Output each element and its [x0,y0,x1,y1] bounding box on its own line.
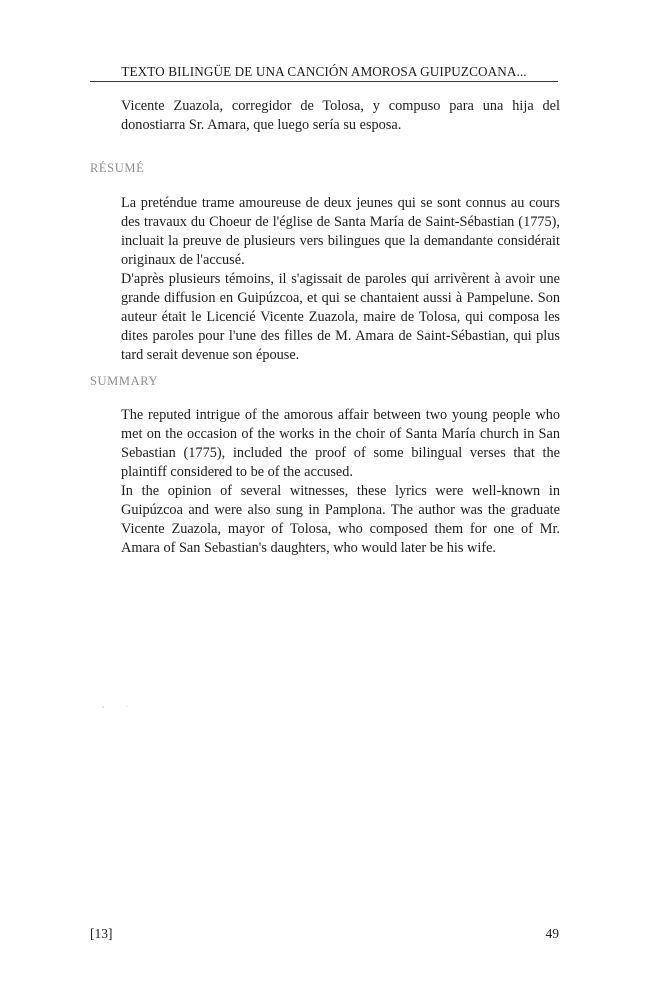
intro-paragraph: Vicente Zuazola, corregidor de Tolosa, y compuso para una hija del donostiarra Sr. Amara, que luego sería su esposa. [121,98,560,133]
footer-section-number: [13] [90,926,113,941]
summary-paragraph-1: The reputed intrigue of the amorous affair between two young people who met on the occasion of the works in the choir of Santa María church in San Sebastian (1775), included the proof of some bilingual verses that the plaintiff considered to be of the accused. [121,407,560,480]
summary-heading: SUMMARY [90,374,159,388]
running-head: TEXTO BILINGÜE DE UNA CANCIÓN AMOROSA GUIPUZCOANA... [121,64,527,79]
resume-body [121,194,560,365]
intro-paragraph-block [121,97,560,135]
resume-paragraph-1: La preténdue trame amoureuse de deux jeunes qui se sont connus au cours des travaux du Choeur de l'église de Santa María de Saint-Sébastian (1775), incluait la preuve de plusieurs vers bilingues que la demandante considérait originaux de l'accusé. [121,195,560,268]
scan-speck-marks [100,702,140,712]
summary-paragraph-2: In the opinion of several witnesses, these lyrics were well-known in Guipúzcoa and were also sung in Pamplona. The author was the graduate Vicente Zuazola, mayor of Tolosa, who composed them for one of Mr. Amara of San Sebastian's daughters, who would later be his wife. [121,483,560,556]
resume-heading: RÉSUMÉ [90,161,145,175]
footer-page-number: 49 [545,926,559,941]
running-head-rule [90,81,558,82]
resume-paragraph-2: D'après plusieurs témoins, il s'agissait de paroles qui arrivèrent à avoir une grande diffusion en Guipúzcoa, et qui se chantaient aussi à Pampelune. Son auteur était le Licencié Vicente Zuazola, maire de Tolosa, qui composa les dites paroles pour l'une des filles de M. Amara de Saint-Sébastian, qui plus tard serait devenue son épouse. [121,271,560,363]
summary-body [121,406,560,558]
